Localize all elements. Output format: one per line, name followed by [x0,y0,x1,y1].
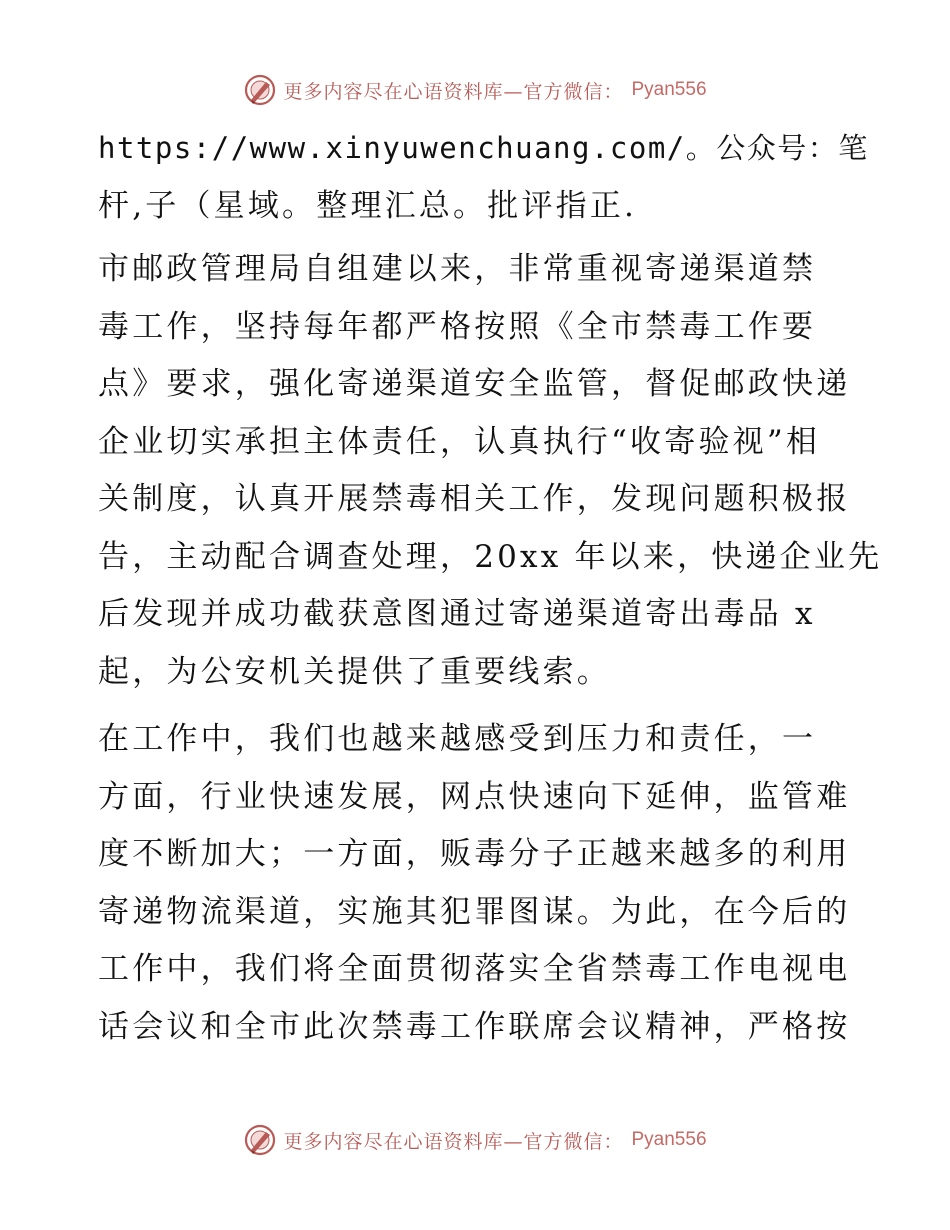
watermark-wechat-id: Pyan556 [631,79,707,100]
header-watermark [0,70,950,110]
paragraph-line: 方面，行业快速发展，网点快速向下延伸，监管难 [98,778,851,815]
paragraph-line: 工作中，我们将全面贯彻落实全省禁毒工作电视电 [98,951,851,987]
paragraph-line: 企业切实承担主体责任，认真执行“收寄验视”相 [98,423,821,460]
paragraph-line: 告，主动配合调查处理，20xx 年以来，快递企业先 [98,538,883,575]
paragraph-line: 在工作中，我们也越来越感受到压力和责任，一 [98,721,817,757]
footer-watermark [0,1120,950,1160]
paragraph-2 [98,711,858,1056]
intro-line-url: https://www.xinyuwenchuang.com/。公众号：笔 [98,131,869,165]
pen-logo-icon [243,73,277,107]
document-body [98,120,883,1056]
paragraph-line: 关制度，认真开展禁毒相关工作，发现问题积极报 [98,481,851,517]
paragraph-line: 度不断加大；一方面，贩毒分子正越来越多的利用 [98,836,851,872]
paragraph-line: 市邮政管理局自组建以来，非常重视寄递渠道禁 [98,251,817,287]
paragraph-line: 点》要求，强化寄递渠道安全监管，督促邮政快递 [98,366,851,402]
paragraph-line: 毒工作，坚持每年都严格按照《全市禁毒工作要 [98,308,817,345]
intro-paragraph [98,120,869,235]
paragraph-line: 起，为公安机关提供了重要线索。 [98,653,611,690]
paragraph-1 [98,241,883,701]
paragraph-line: 后发现并成功截获意图通过寄递渠道寄出毒品 x [98,596,816,632]
watermark-text: 更多内容尽在心语资料库—官方微信： [283,80,624,103]
watermark-wechat-id: Pyan556 [631,1129,707,1150]
paragraph-line: 话会议和全市此次禁毒工作联席会议精神，严格按 [98,1008,851,1045]
watermark-text: 更多内容尽在心语资料库—官方微信： [283,1130,624,1153]
intro-line: 杆,子（星域。整理汇总。批评指正. [98,187,638,224]
pen-logo-icon [243,1123,277,1157]
paragraph-line: 寄递物流渠道，实施其犯罪图谋。为此，在今后的 [98,893,851,930]
